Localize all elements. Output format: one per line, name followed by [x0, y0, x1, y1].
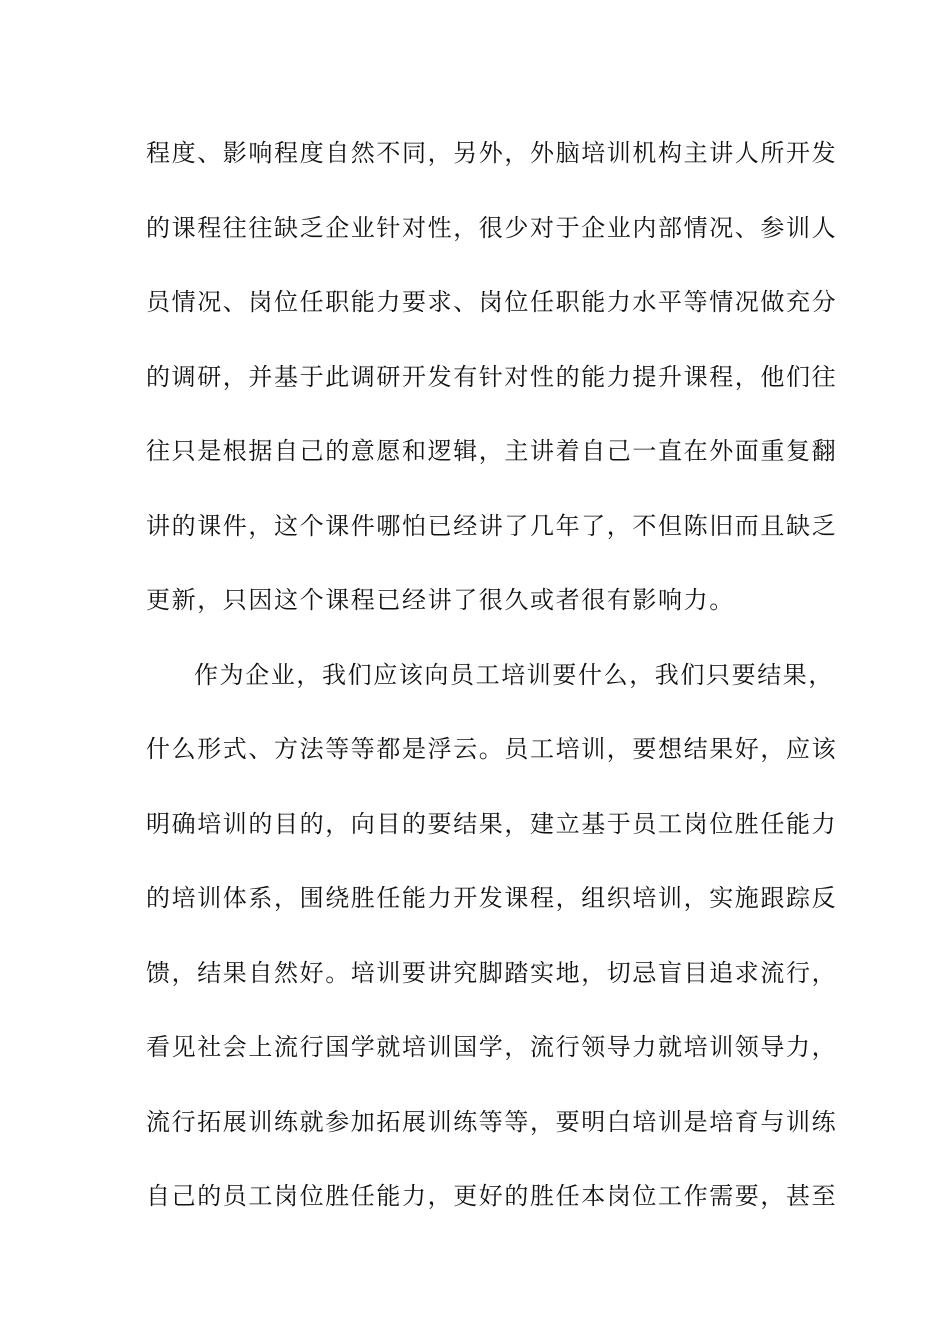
text-line: 的培训体系，围绕胜任能力开发课程，组织培训，实施跟踪反	[146, 884, 838, 912]
text-line: 的课程往往缺乏企业针对性，很少对于企业内部情况、参训人	[146, 213, 838, 242]
text-line: 往只是根据自己的意愿和逻辑，主讲着自己一直在外面重复翻	[146, 437, 838, 465]
text-line: 更新，只因这个课程已经讲了很久或者很有影响力。	[146, 586, 735, 614]
text-line: 员情况、岗位任职能力要求、岗位任职能力水平等情况做充分	[146, 288, 838, 316]
body-text	[146, 128, 838, 1246]
text-line: 馈，结果自然好。培训要讲究脚踏实地，切忌盲目追求流行，	[146, 958, 838, 987]
text-line: 讲的课件，这个课件哪怕已经讲了几年了，不但陈旧而且缺乏	[146, 511, 838, 540]
text-line: 看见社会上流行国学就培训国学，流行领导力就培训领导力，	[146, 1033, 838, 1061]
text-line: 的调研，并基于此调研开发有针对性的能力提升课程，他们往	[146, 362, 838, 391]
text-line: 什么形式、方法等等都是浮云。员工培训，要想结果好，应该	[146, 735, 838, 763]
paragraph-first-line: 作为企业，我们应该向员工培训要什么，我们只要结果，	[194, 660, 834, 689]
text-line: 程度、影响程度自然不同，另外，外脑培训机构主讲人所开发	[146, 139, 838, 167]
text-line: 流行拓展训练就参加拓展训练等等，要明白培训是培育与训练	[146, 1107, 838, 1136]
text-line: 自己的员工岗位胜任能力，更好的胜任本岗位工作需要，甚至	[146, 1182, 838, 1210]
text-line: 明确培训的目的，向目的要结果，建立基于员工岗位胜任能力	[146, 809, 838, 838]
